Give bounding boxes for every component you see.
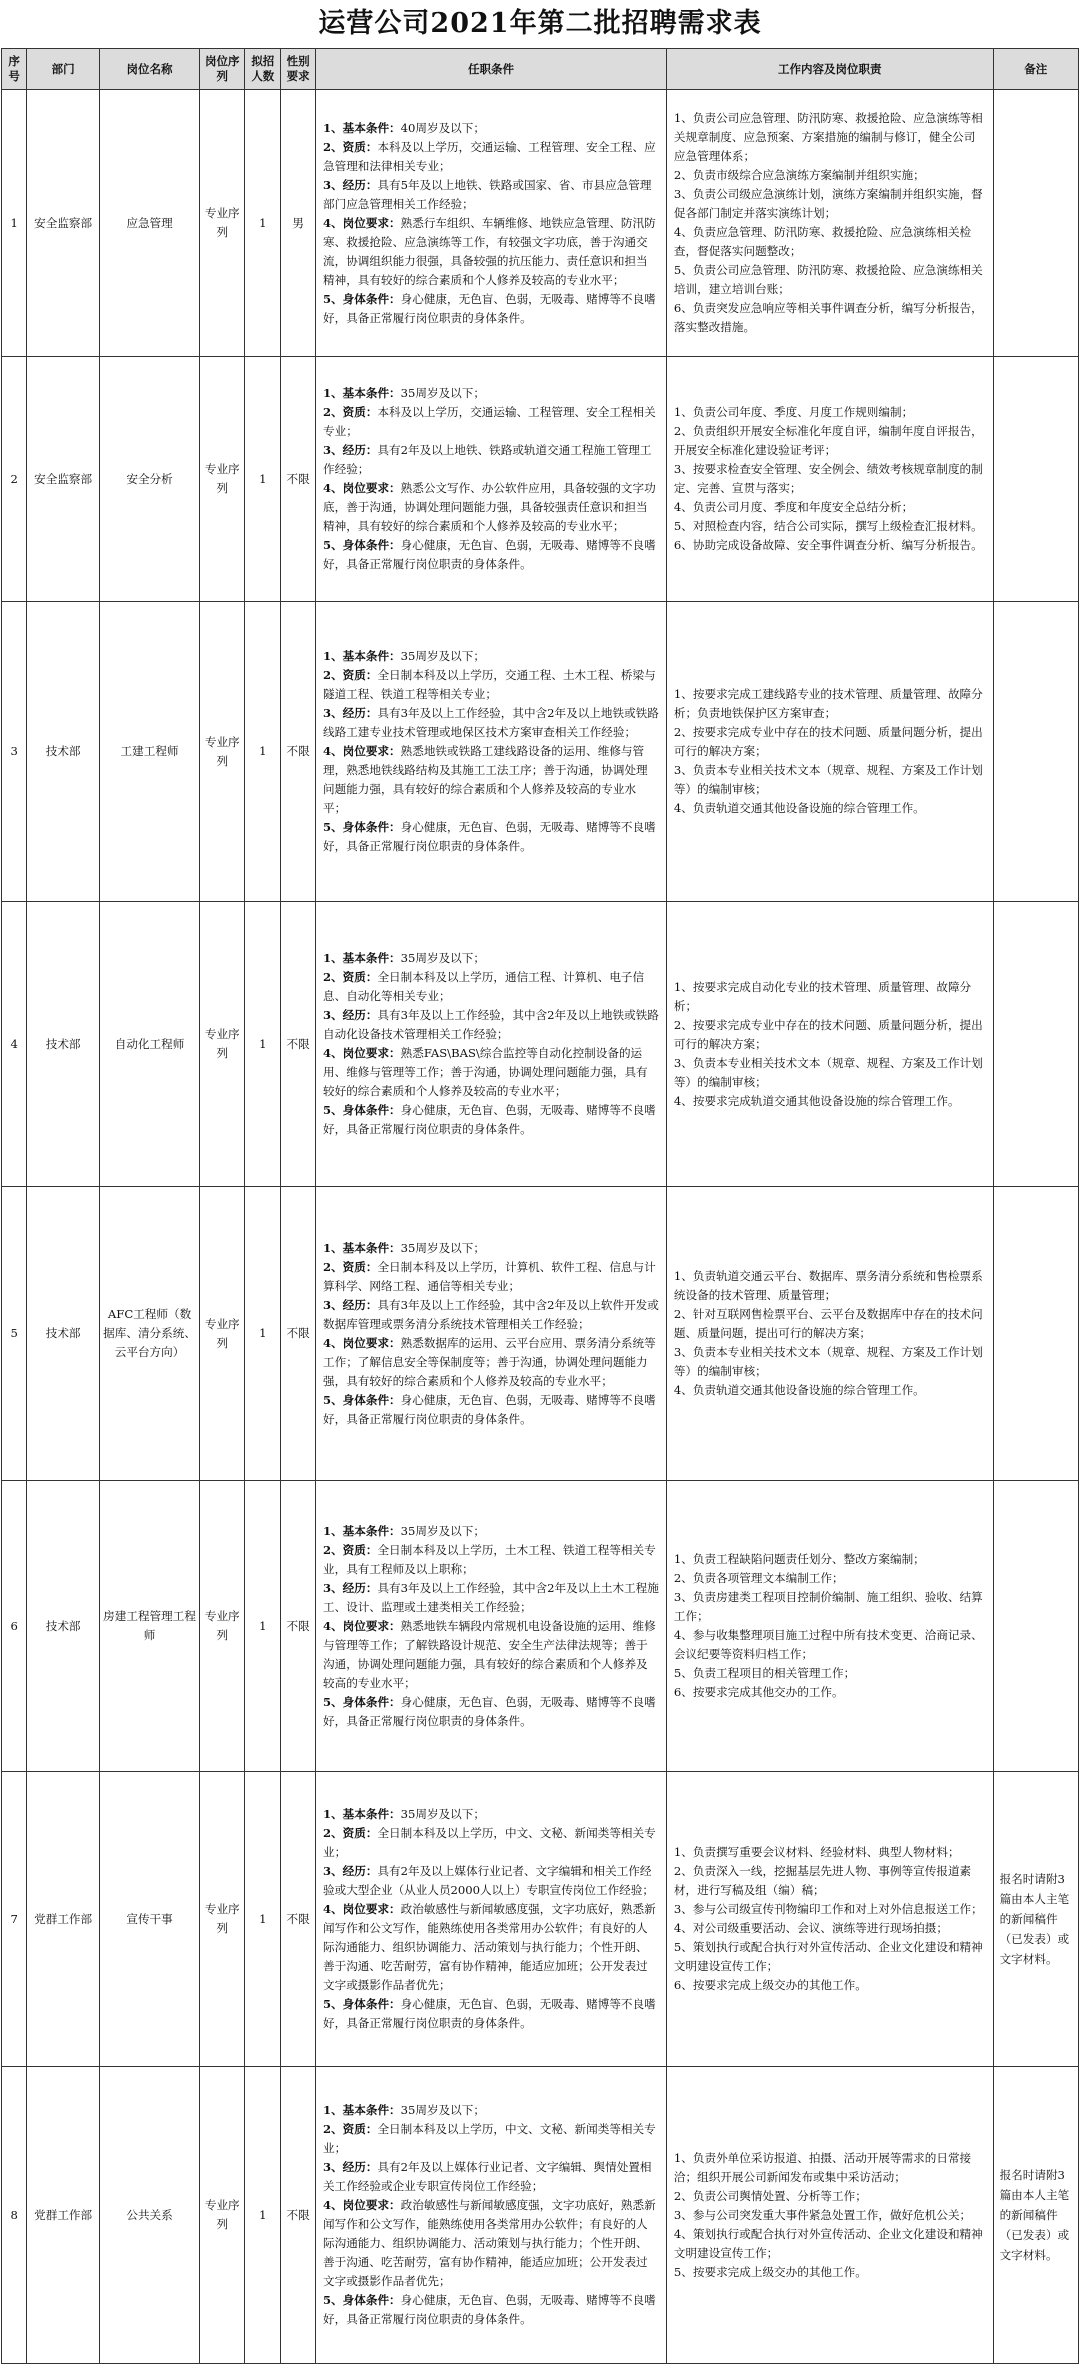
requirement-label: 1、基本条件： [323,120,401,135]
cell-seq: 7 [2,1772,27,2067]
requirement-item [323,1995,659,2033]
requirement-label: 2、资质： [323,1259,378,1274]
duty-item: 3、按要求检查安全管理、安全例会、绩效考核规章制度的制定、完善、宣贯与落实； [673,462,983,495]
duty-item: 5、负责公司应急管理、防汛防寒、救援抢险、应急演练相关培训，建立培训台账； [673,263,983,296]
duty-item: 4、参与收集整理项目施工过程中所有技术变更、洽商记录、会议纪要等资料归档工作； [673,1628,983,1661]
cell-seq: 6 [2,1481,27,1772]
requirement-item [323,441,659,479]
requirement-label: 2、资质： [323,970,378,984]
requirement-label: 4、岗位要求： [323,1335,401,1350]
duty-item: 5、策划执行或配合执行对外宣传活动、企业文化建设和精神文明建设宣传工作； [673,1940,983,1973]
requirement-item [323,536,659,574]
duty-item: 3、负责本专业相关技术文本（规章、规程、方案及工作计划等）的编制审核； [673,1345,983,1378]
cell-count: 1 [245,1187,281,1481]
table-row [2,357,1079,602]
duty-item: 4、负责公司月度、季度和年度安全总结分析； [673,500,914,514]
header-duties: 工作内容及岗位职责 [666,49,993,90]
cell-remark: 报名时请附3篇由本人主笔的新闻稿件（已发表）或文字材料。 [993,2067,1078,2364]
cell-dept: 技术部 [27,1187,100,1481]
duty-item: 1、负责外单位采访报道、拍摄、活动开展等需求的日常接洽；组织开展公司新闻发布或集中采访活动； [673,2150,972,2184]
requirement-item [323,968,659,1006]
requirement-label: 2、资质： [323,405,378,419]
duty-item: 3、负责公司级应急演练计划，演练方案编制并组织实施，督促各部门制定并落实演练计划； [673,187,983,220]
requirement-label: 5、身体条件： [323,1392,401,1407]
duty-item: 2、按要求完成专业中存在的技术问题、质量问题分析，提出可行的解决方案； [673,725,983,758]
requirement-label: 1、基本条件： [323,649,401,663]
cell-dept: 技术部 [27,902,100,1187]
requirement-item [323,704,659,742]
requirement-item [323,1862,659,1900]
requirement-item [323,1900,659,1995]
duty-item: 2、负责深入一线，挖掘基层先进人物、事例等宣传报道素材，进行写稿及组（编）稿； [673,1864,972,1897]
requirement-text: 具有3年及以上工作经验，其中含2年及以上地铁或铁路自动化设备技术管理相关工作经验； [323,1008,659,1041]
requirement-text: 本科及以上学历，交通运输、工程管理、安全工程相关专业； [323,405,656,438]
requirement-text: 身心健康，无色盲、色弱，无吸毒、赌博等不良嗜好，具备正常履行岗位职责的身体条件。 [323,1694,656,1728]
duty-item: 5、负责工程项目的相关管理工作； [673,1666,856,1680]
cell-dept: 技术部 [27,1481,100,1772]
table-row [2,1187,1079,1481]
requirement-label: 5、身体条件： [323,1997,401,2011]
cell-count: 1 [245,902,281,1187]
table-row [2,1772,1079,2067]
cell-gender: 不限 [281,357,316,602]
cell-duties [666,1187,993,1481]
cell-seq: 5 [2,1187,27,1481]
cell-count: 1 [245,1481,281,1772]
requirement-item [323,1391,659,1429]
table-row [2,1481,1079,1772]
requirement-text: 身心健康，无色盲、色弱，无吸毒、赌博等不良嗜好，具备正常履行岗位职责的身体条件。 [323,820,656,853]
requirement-item [323,1693,659,1731]
cell-position: 安全分析 [99,357,199,602]
cell-duties [666,357,993,602]
requirement-label: 1、基本条件： [323,1807,401,1821]
requirement-label: 3、经历： [323,2160,378,2174]
requirement-text: 熟悉行车组织、车辆维修、地铁应急管理、防汛防寒、救援抢险、应急演练等工作，有较强文字功底，善于沟通交流，协调组织能力很强，具备较强的抗压能力、责任意识和担当精神，具有较好的综合素质和个人修养及较高的专业水平； [323,215,656,287]
table-row [2,2067,1079,2364]
requirement-item [323,1044,659,1101]
requirement-item [323,176,659,214]
requirement-text: 全日制本科及以上学历，通信工程、计算机、电子信息、自动化等相关专业； [323,970,645,1003]
requirement-text: 身心健康，无色盲、色弱，无吸毒、赌博等不良嗜好，具备正常履行岗位职责的身体条件。 [323,2293,656,2326]
cell-count: 1 [245,90,281,357]
table-row [2,602,1079,902]
cell-dept: 技术部 [27,602,100,902]
requirement-text: 熟悉数据库的运用、云平台应用、票务清分系统等工作；了解信息安全等保制度等；善于沟通，协调处理问题能力强，具有较好的综合素质和个人修养及较高的专业水平； [323,1335,656,1388]
cell-duties [666,1772,993,2067]
cell-position: 应急管理 [99,90,199,357]
cell-count: 1 [245,357,281,602]
requirement-label: 5、身体条件： [323,2293,401,2307]
cell-series: 专业序列 [200,1481,245,1772]
requirement-label: 5、身体条件： [323,291,401,306]
header-series: 岗位序列 [200,49,245,90]
requirement-text: 全日制本科及以上学历，土木工程、铁道工程等相关专业，具有工程师及以上职称； [323,1542,656,1576]
duty-item: 1、负责撰写重要会议材料、经验材料、典型人物材料； [673,1845,960,1859]
requirement-label: 1、基本条件： [323,1240,401,1255]
cell-gender: 男 [281,90,316,357]
header-remark: 备注 [993,49,1078,90]
cell-count: 1 [245,2067,281,2364]
cell-series: 专业序列 [200,90,245,357]
cell-count: 1 [245,602,281,902]
cell-gender: 不限 [281,902,316,1187]
duty-item: 2、针对互联网售检票平台、云平台及数据库中存在的技术问题、质量问题，提出可行的解决方案； [673,1307,983,1340]
duty-item: 4、对公司级重要活动、会议、演练等进行现场拍摄； [673,1921,948,1935]
requirement-text: 全日制本科及以上学历，交通工程、土木工程、桥梁与隧道工程、铁道工程等相关专业； [323,668,656,701]
requirement-item [323,1541,659,1579]
requirement-text: 全日制本科及以上学历，计算机、软件工程、信息与计算科学、网络工程、通信等相关专业； [323,1259,656,1293]
cell-position: 公共关系 [99,2067,199,2364]
requirement-label: 4、岗位要求： [323,1902,401,1916]
requirement-item [323,666,659,704]
cell-dept: 党群工作部 [27,1772,100,2067]
requirement-label: 4、岗位要求： [323,481,401,495]
requirement-item [323,138,659,176]
duty-item: 4、负责轨道交通其他设备设施的综合管理工作。 [673,1383,925,1397]
cell-gender: 不限 [281,1772,316,2067]
requirement-text: 40周岁及以下； [400,120,485,135]
cell-requirements [316,90,667,357]
duty-item: 3、参与公司突发重大事件紧急处置工作，做好危机公关； [673,2207,972,2222]
requirement-text: 全日制本科及以上学历，中文、文秘、新闻类等相关专业； [323,2122,656,2155]
requirement-item [323,647,659,666]
requirement-item [323,2291,659,2329]
requirement-label: 3、经历： [323,706,378,720]
requirement-text: 具有2年及以上媒体行业记者、文字编辑和相关工作经验或大型企业（从业人员2000人以上）专职宣传岗位工作经验； [323,1864,654,1897]
duty-item: 4、按要求完成轨道交通其他设备设施的综合管理工作。 [673,1093,960,1108]
requirement-label: 4、岗位要求： [323,215,401,230]
duty-item: 4、负责轨道交通其他设备设施的综合管理工作。 [673,801,925,815]
requirement-text: 具有2年及以上媒体行业记者、文字编辑、舆情处置相关工作经验或企业专职宣传岗位工作经验； [323,2160,652,2193]
duty-item: 1、负责公司应急管理、防汛防寒、救援抢险、应急演练等相关规章制度、应急预案、方案措施的编制与修订，健全公司应急管理体系； [673,111,983,163]
duty-item: 3、负责本专业相关技术文本（规章、规程、方案及工作计划等）的编制审核； [673,1055,983,1089]
cell-seq: 8 [2,2067,27,2364]
requirement-item [323,1101,659,1139]
cell-requirements [316,1481,667,1772]
requirement-text: 政治敏感性与新闻敏感度强，文字功底好，熟悉新闻写作和公文写作，能熟练使用各类常用办公软件；有良好的人际沟通能力、组织协调能力、活动策划与执行能力；个性开朗、善于沟通、吃苦耐劳，富有协作精神，能适应加班；公开发表过文字或摄影作品者优先； [323,2198,656,2288]
cell-requirements [316,357,667,602]
requirement-item [323,1579,659,1617]
duty-item: 1、按要求完成自动化专业的技术管理、质量管理、故障分析； [673,979,972,1013]
requirement-item [323,1334,659,1391]
requirement-item [323,2101,659,2120]
cell-series: 专业序列 [200,1187,245,1481]
page-title: 运营公司2021年第二批招聘需求表 [318,8,762,39]
requirement-text: 具有3年及以上工作经验，其中含2年及以上土木工程施工、设计、监理或土建类相关工作经验； [323,1580,659,1614]
requirement-item [323,2196,659,2291]
cell-dept: 党群工作部 [27,2067,100,2364]
requirement-item [323,214,659,290]
requirement-text: 具有3年及以上工作经验，其中含2年及以上地铁或铁路线路工建专业技术管理或地保区技术方案审查相关工作经验； [323,706,659,739]
cell-position: 房建工程管理工程师 [99,1481,199,1772]
duty-item: 2、负责各项管理文本编制工作； [673,1571,844,1585]
duty-item: 6、按要求完成其他交办的工作。 [673,1685,844,1699]
duty-item: 3、参与公司级宣传刊物编印工作和对上对外信息报送工作； [673,1902,983,1916]
header-dept: 部门 [27,49,100,90]
requirement-label: 2、资质： [323,1542,378,1557]
duty-item: 5、对照检查内容，结合公司实际，撰写上级检查汇报材料。 [673,519,983,533]
duty-item: 4、负责应急管理、防汛防寒、救援抢险、应急演练相关检查，督促落实问题整改； [673,225,972,258]
requirement-label: 2、资质： [323,1826,378,1840]
requirement-label: 3、经历： [323,1008,378,1022]
cell-duties [666,90,993,357]
requirement-label: 3、经历： [323,1580,378,1595]
requirement-text: 身心健康，无色盲、色弱，无吸毒、赌博等不良嗜好，具备正常履行岗位职责的身体条件。 [323,1392,656,1426]
header-row [2,49,1079,90]
cell-series: 专业序列 [200,1772,245,2067]
requirement-item [323,949,659,968]
requirement-item [323,818,659,856]
cell-remark [993,602,1078,902]
duty-item: 1、负责工程缺陷问题责任划分、整改方案编制； [673,1552,925,1566]
duty-item: 2、按要求完成专业中存在的技术问题、质量问题分析，提出可行的解决方案； [673,1017,983,1051]
requirement-item [323,1239,659,1258]
cell-remark: 报名时请附3篇由本人主笔的新闻稿件（已发表）或文字材料。 [993,1772,1078,2067]
cell-gender: 不限 [281,1187,316,1481]
requirement-text: 熟悉地铁或铁路工建线路设备的运用、维修与管理，熟悉地铁线路结构及其施工工法工序；善于沟通，协调处理问题能力强，具有较好的综合素质和个人修养及较高的专业水平； [323,744,648,815]
requirement-label: 5、身体条件： [323,1103,401,1117]
cell-duties [666,1481,993,1772]
requirement-item [323,479,659,536]
duty-item: 5、按要求完成上级交办的其他工作。 [673,2264,867,2279]
requirement-text: 本科及以上学历，交通运输、工程管理、安全工程、应急管理和法律相关专业； [323,139,656,173]
header-seq: 序号 [2,49,27,90]
requirement-item [323,1824,659,1862]
duty-item: 6、负责突发应急响应等相关事件调查分析，编写分析报告，落实整改措施。 [673,301,983,334]
duty-item: 6、按要求完成上级交办的其他工作。 [673,1978,867,1992]
requirement-text: 熟悉公文写作、办公软件应用，具备较强的文字功底，善于沟通，协调处理问题能力强，具备较强责任意识和担当精神，具有较好的综合素质和个人修养及较高的专业水平； [323,481,656,533]
requirement-label: 1、基本条件： [323,951,401,965]
requirement-label: 3、经历： [323,1864,378,1878]
requirement-label: 5、身体条件： [323,820,401,834]
requirement-label: 5、身体条件： [323,1694,401,1709]
cell-position: 工建工程师 [99,602,199,902]
cell-requirements [316,602,667,902]
requirement-label: 1、基本条件： [323,2103,401,2117]
requirement-text: 熟悉FAS\BAS\综合监控等自动化控制设备的运用、维修与管理等工作；善于沟通，协调处理问题能力强，具有较好的综合素质和个人修养及较高的专业水平； [323,1046,648,1098]
requirement-label: 5、身体条件： [323,538,401,552]
cell-dept: 安全监察部 [27,90,100,357]
cell-gender: 不限 [281,602,316,902]
duty-item: 1、负责轨道交通云平台、数据库、票务清分系统和售检票系统设备的技术管理、质量管理； [673,1269,983,1302]
duty-item: 2、负责市级综合应急演练方案编制并组织实施； [673,168,925,182]
cell-gender: 不限 [281,1481,316,1772]
duty-item: 1、按要求完成工建线路专业的技术管理、质量管理、故障分析；负责地铁保护区方案审查； [673,687,983,720]
requirement-item [323,1522,659,1541]
cell-position: 宣传干事 [99,1772,199,2067]
cell-count: 1 [245,1772,281,2067]
cell-dept: 安全监察部 [27,357,100,602]
requirement-item [323,384,659,403]
table-row [2,90,1079,357]
duty-item: 3、负责本专业相关技术文本（规章、规程、方案及工作计划等）的编制审核； [673,763,983,796]
duty-item: 3、负责房建类工程项目控制价编制、施工组织、验收、结算工作； [673,1590,983,1623]
requirement-text: 熟悉地铁车辆段内常规机电设备设施的运用、维修与管理等工作；了解铁路设计规范、安全生产法律法规等；善于沟通，协调处理问题能力强，具有较好的综合素质和个人修养及较高的专业水平； [323,1618,656,1690]
cell-duties [666,902,993,1187]
requirement-label: 4、岗位要求： [323,1046,401,1060]
requirement-item [323,1617,659,1693]
header-position: 岗位名称 [99,49,199,90]
requirement-text: 具有2年及以上地铁、铁路或轨道交通工程施工管理工作经验； [323,443,652,476]
cell-seq: 1 [2,90,27,357]
cell-series: 专业序列 [200,602,245,902]
cell-series: 专业序列 [200,902,245,1187]
cell-remark [993,357,1078,602]
requirement-label: 3、经历： [323,1297,378,1312]
requirement-label: 2、资质： [323,668,378,682]
table-row [2,902,1079,1187]
requirement-text: 身心健康，无色盲、色弱，无吸毒、赌博等不良嗜好，具备正常履行岗位职责的身体条件。 [323,1997,656,2030]
requirement-item [323,1258,659,1296]
requirement-label: 3、经历： [323,177,378,192]
requirement-label: 1、基本条件： [323,386,401,400]
cell-remark [993,1481,1078,1772]
requirement-text: 具有5年及以上地铁、铁路或国家、省、市县应急管理部门应急管理相关工作经验； [323,177,652,211]
requirement-label: 4、岗位要求： [323,744,401,758]
requirement-text: 全日制本科及以上学历，中文、文秘、新闻类等相关专业； [323,1826,656,1859]
requirement-label: 4、岗位要求： [323,1618,401,1633]
requirement-text: 政治敏感性与新闻敏感度强，文字功底好，熟悉新闻写作和公文写作，能熟练使用各类常用办公软件；有良好的人际沟通能力、组织协调能力、活动策划与执行能力；个性开朗、善于沟通、吃苦耐劳，富有协作精神，能适应加班；公开发表过文字或摄影作品者优先； [323,1902,656,1992]
requirement-item [323,742,659,818]
requirement-text: 35周岁及以下； [400,951,485,965]
requirement-text: 35周岁及以下； [400,2103,485,2117]
requirement-item [323,1006,659,1044]
duty-item: 4、策划执行或配合执行对外宣传活动、企业文化建设和精神文明建设宣传工作； [673,2226,983,2260]
cell-series: 专业序列 [200,357,245,602]
requirement-item [323,2120,659,2158]
cell-series: 专业序列 [200,2067,245,2364]
requirement-text: 35周岁及以下； [400,386,485,400]
cell-duties [666,2067,993,2364]
requirement-text: 35周岁及以下； [400,1807,485,1821]
duty-item: 2、负责公司舆情处置、分析等工作； [673,2188,867,2203]
requirement-label: 1、基本条件： [323,1523,401,1538]
cell-seq: 2 [2,357,27,602]
requirement-text: 身心健康，无色盲、色弱，无吸毒、赌博等不良嗜好，具备正常履行岗位职责的身体条件。 [323,291,656,325]
requirement-label: 2、资质： [323,139,378,154]
cell-requirements [316,1772,667,2067]
cell-remark [993,902,1078,1187]
cell-duties [666,602,993,902]
requirement-text: 35周岁及以下； [400,1523,485,1538]
requirement-label: 2、资质： [323,2122,378,2136]
requirement-item [323,290,659,328]
requirement-label: 4、岗位要求： [323,2198,401,2212]
header-gender: 性别要求 [281,49,316,90]
duty-item: 6、协助完成设备故障、安全事件调查分析、编写分析报告。 [673,538,983,552]
requirement-text: 具有3年及以上工作经验，其中含2年及以上软件开发或数据库管理或票务清分系统技术管理相关工作经验； [323,1297,659,1331]
cell-seq: 3 [2,602,27,902]
header-count: 拟招人数 [245,49,281,90]
cell-remark [993,90,1078,357]
requirement-item [323,1805,659,1824]
cell-requirements [316,1187,667,1481]
requirement-text: 35周岁及以下； [400,649,485,663]
requirement-text: 35周岁及以下； [400,1240,485,1255]
header-requirements: 任职条件 [316,49,667,90]
requirement-item [323,119,659,138]
recruitment-table [1,48,1079,2364]
cell-requirements [316,2067,667,2364]
cell-position: AFC工程师（数据库、清分系统、云平台方向） [99,1187,199,1481]
requirement-label: 3、经历： [323,443,378,457]
requirement-text: 身心健康，无色盲、色弱，无吸毒、赌博等不良嗜好，具备正常履行岗位职责的身体条件。 [323,1103,656,1136]
requirement-item [323,1296,659,1334]
requirement-item [323,403,659,441]
duty-item: 2、负责组织开展安全标准化年度自评，编制年度自评报告，开展安全标准化建设验证考评； [673,424,983,457]
cell-requirements [316,902,667,1187]
cell-gender: 不限 [281,2067,316,2364]
requirement-item [323,2158,659,2196]
cell-seq: 4 [2,902,27,1187]
cell-remark [993,1187,1078,1481]
cell-position: 自动化工程师 [99,902,199,1187]
duty-item: 1、负责公司年度、季度、月度工作规则编制； [673,405,914,419]
requirement-text: 身心健康，无色盲、色弱，无吸毒、赌博等不良嗜好，具备正常履行岗位职责的身体条件。 [323,538,656,571]
